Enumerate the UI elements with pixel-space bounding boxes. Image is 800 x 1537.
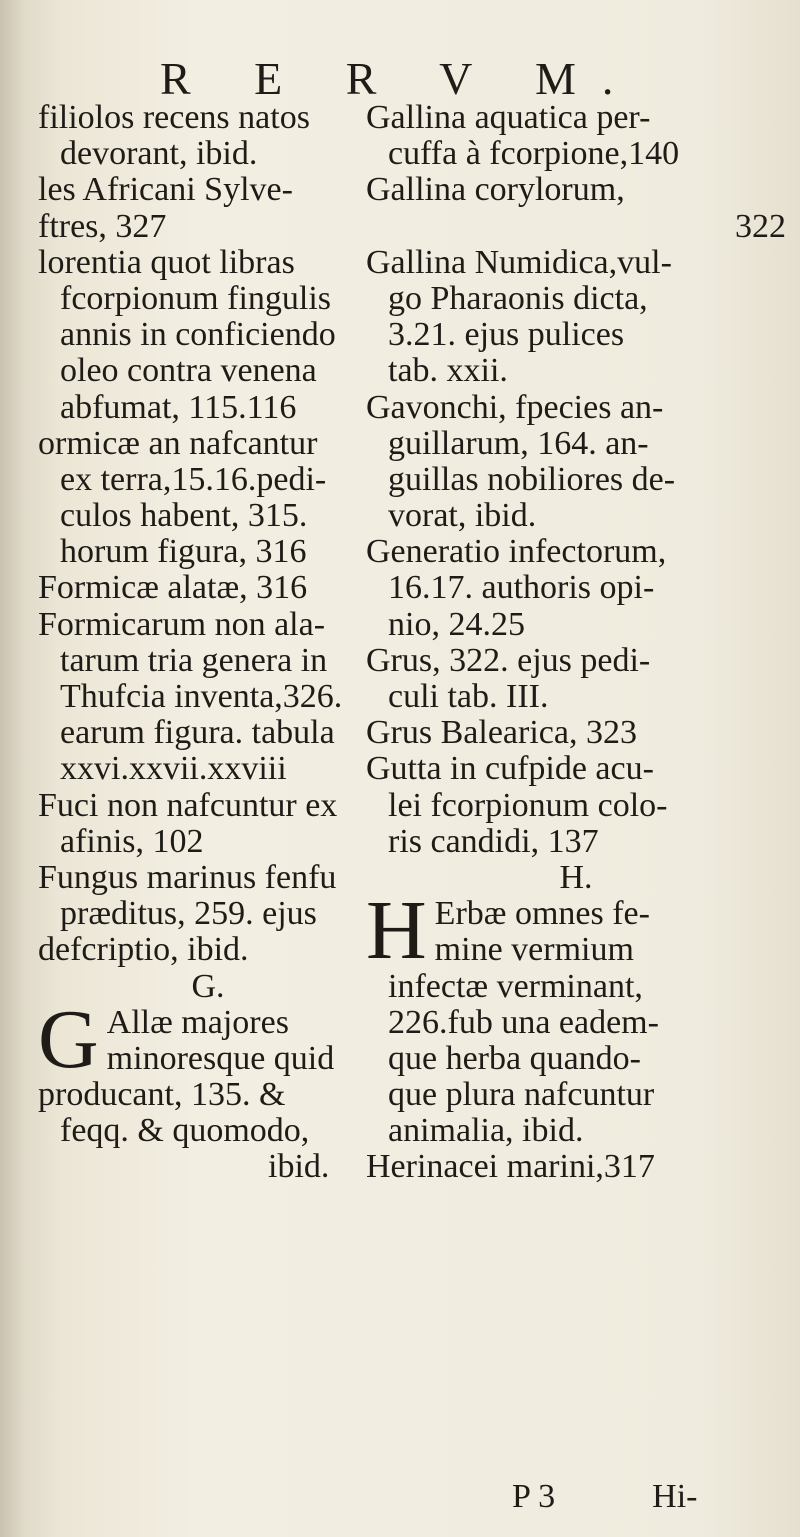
index-left-column [38, 100, 378, 1186]
index-line: 3.21. ejus pulices [388, 317, 625, 354]
index-line: cuffa à fcorpione,140 [388, 136, 680, 173]
index-right-column [366, 100, 786, 1186]
index-line: tab. xxii. [388, 353, 508, 390]
index-line: nio, 24.25 [388, 606, 525, 643]
running-header: R E R V M. [160, 53, 640, 104]
index-line: xxvi.xxvii.xxviii [60, 751, 287, 788]
index-line: Gallina aquatica per- [366, 100, 651, 136]
index-line: Formicæ alatæ, 316 [38, 570, 308, 607]
index-line: Herinacei marini,317 [366, 1149, 655, 1186]
index-line: mine vermium [434, 932, 634, 969]
index-line: Fuci non nafcuntur ex [38, 787, 338, 824]
index-line: que herba quando- [388, 1040, 642, 1077]
index-line: afinis, 102 [60, 823, 204, 860]
index-line: producant, 135. & [38, 1077, 286, 1114]
index-line: filiolos recens natos [38, 100, 310, 136]
index-line: horum figura, 316 [60, 534, 307, 571]
index-line: animalia, ibid. [388, 1113, 584, 1150]
index-line: Erbæ omnes fe- [434, 896, 650, 933]
index-line: Thufcia inventa,326. [60, 679, 343, 715]
index-line: culos habent, 315. [60, 498, 308, 535]
page-gutter [0, 0, 26, 1537]
catchword: Hi- [652, 1478, 698, 1515]
index-line: feqq. & quomodo, [60, 1113, 310, 1150]
index-line: minoresque quid [106, 1040, 335, 1077]
index-line: præditus, 259. ejus [60, 896, 317, 933]
signature-mark: P 3 [512, 1478, 556, 1515]
index-line: 226.fub una eadem- [388, 1004, 659, 1041]
drop-cap: H [366, 884, 427, 978]
index-line: Gallina Numidica,vul- [366, 244, 672, 281]
index-line: infectæ verminant, [388, 968, 643, 1005]
index-line: Gavonchi, fpecies an- [366, 389, 664, 426]
letter-heading: G. [191, 968, 225, 1005]
index-line: Allæ majores [106, 1004, 289, 1041]
index-line: ormicæ an nafcantur [38, 425, 318, 462]
index-line: tarum tria genera in [60, 642, 328, 679]
index-line: ibid. [268, 1149, 330, 1186]
index-line: go Pharaonis dicta, [388, 280, 648, 317]
index-line: que plura nafcuntur [388, 1077, 655, 1114]
letter-heading: H. [559, 859, 593, 896]
index-line: culi tab. III. [388, 679, 549, 715]
index-line: defcriptio, ibid. [38, 932, 249, 969]
index-line: Grus, 322. ejus pedi- [366, 642, 651, 679]
index-line: 16.17. authoris opi- [388, 570, 655, 607]
index-line: ex terra,15.16.pedi- [60, 461, 327, 498]
index-line: Fungus marinus fenfu [38, 859, 337, 896]
index-line: oleo contra venena [60, 353, 317, 390]
index-line: devorant, ibid. [60, 136, 258, 173]
index-line: ris candidi, 137 [388, 823, 599, 860]
index-line: lei fcorpionum colo- [388, 787, 668, 824]
index-line: guillas nobiliores de- [388, 461, 676, 498]
index-line: annis in conficiendo [60, 317, 336, 354]
index-line: Gallina corylorum, [366, 172, 625, 209]
index-line: les Africani Sylve- [38, 172, 293, 209]
index-line: 322 [735, 208, 786, 245]
index-line: fcorpionum fingulis [60, 280, 332, 317]
index-line: lorentia quot libras [38, 244, 295, 281]
index-line: Formicarum non ala- [38, 606, 326, 643]
drop-cap-paragraph [366, 884, 786, 978]
index-line: guillarum, 164. an- [388, 425, 649, 462]
index-line: earum figura. tabula [60, 715, 335, 752]
index-line: Gutta in cufpide acu- [366, 751, 654, 788]
index-line: vorat, ibid. [388, 498, 537, 535]
index-line: Generatio infectorum, [366, 534, 667, 571]
page-footer [512, 1478, 800, 1516]
index-line: ftres, 327 [38, 208, 167, 245]
drop-cap-paragraph [38, 992, 378, 1086]
index-line: Grus Balearica, 323 [366, 715, 637, 752]
drop-cap: G [38, 992, 99, 1086]
index-line: abfumat, 115.116 [60, 389, 297, 426]
